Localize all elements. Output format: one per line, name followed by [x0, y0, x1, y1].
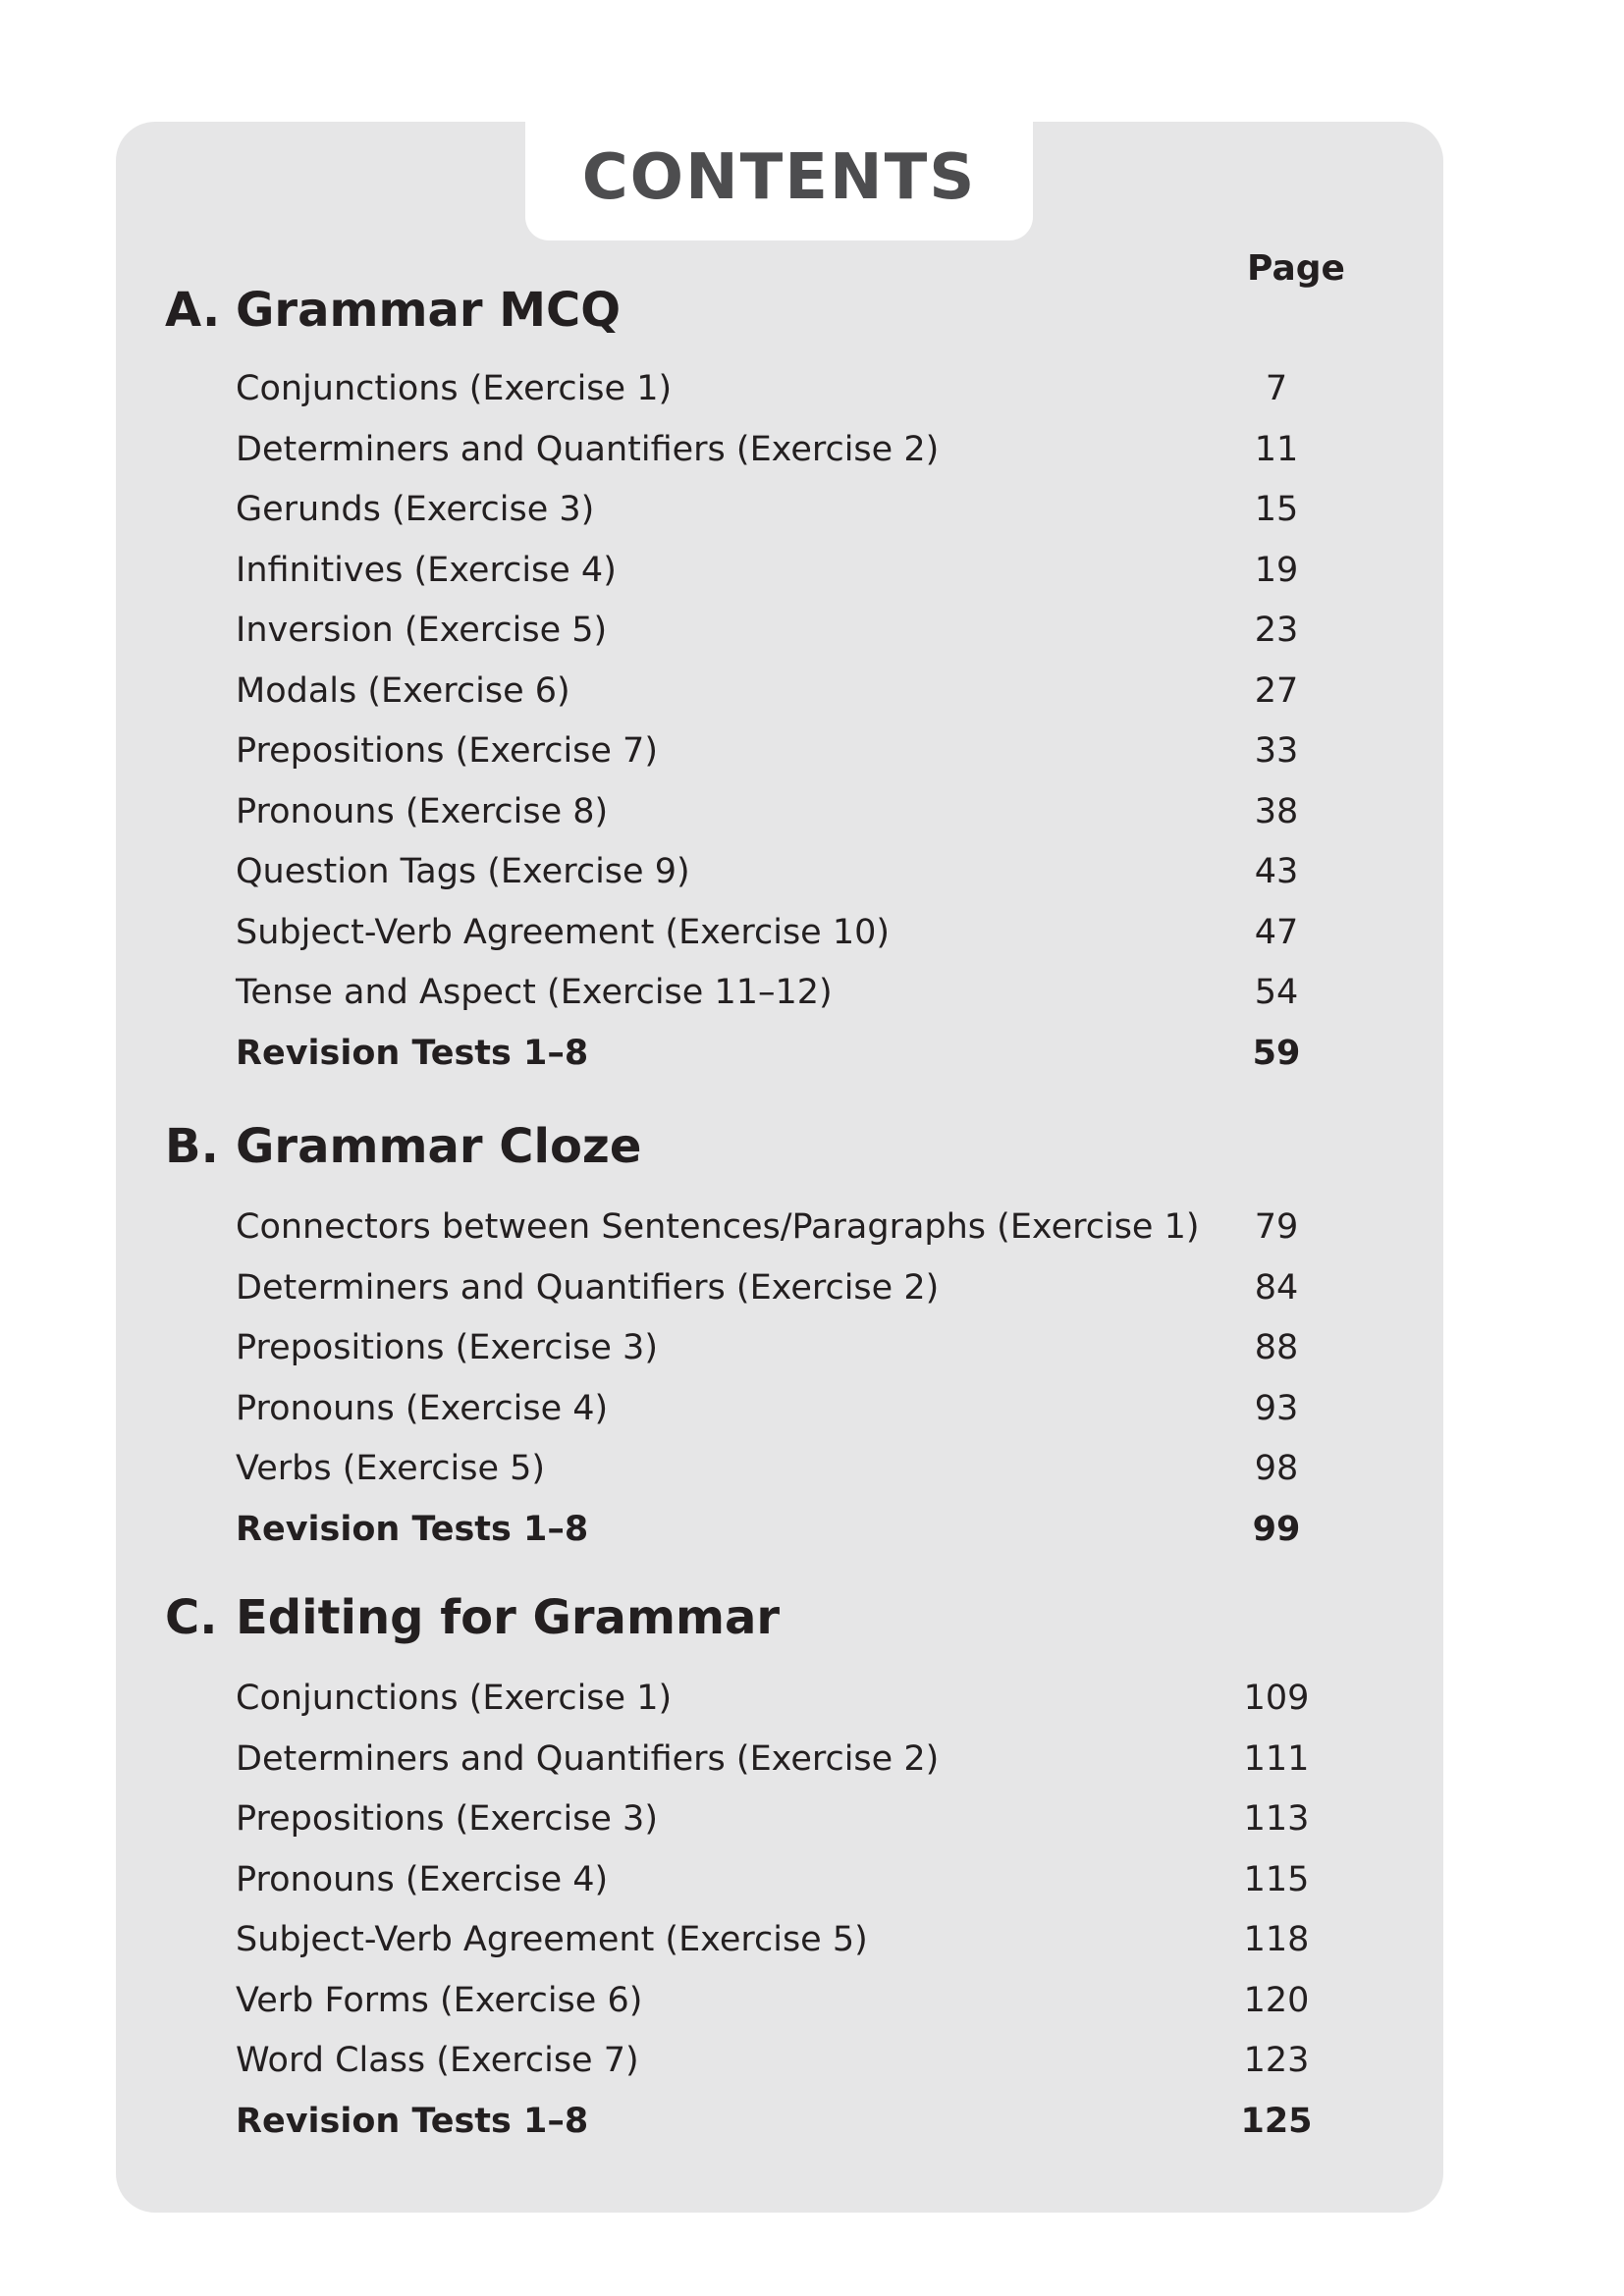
toc-entry — [236, 1675, 1384, 1722]
toc-entry-label: Subject-Verb Agreement (Exercise 5) — [236, 1920, 868, 1959]
toc-entry-label: Question Tags (Exercise 9) — [236, 852, 690, 891]
section-title: Grammar MCQ — [236, 283, 622, 338]
toc-entry-label: Subject-Verb Agreement (Exercise 10) — [236, 913, 891, 952]
toc-entry-label: Conjunctions (Exercise 1) — [236, 1679, 673, 1718]
toc-entry-page-number: 98 — [1254, 1449, 1299, 1488]
toc-entry-label: Determiners and Quantifiers (Exercise 2) — [236, 430, 940, 469]
toc-entry — [236, 667, 1384, 715]
toc-entry-page-number: 109 — [1243, 1679, 1310, 1718]
toc-entry-page-number: 23 — [1254, 611, 1299, 650]
toc-entry-page-number: 54 — [1254, 973, 1299, 1012]
section-letter: C. — [165, 1590, 218, 1645]
page-column-heading: Page — [1247, 248, 1345, 289]
toc-entry-page-number: 123 — [1243, 2041, 1310, 2080]
toc-entry-label: Revision Tests 1–8 — [236, 2102, 589, 2141]
toc-entry-page-number: 120 — [1243, 1981, 1310, 2020]
toc-entry-page-number: 27 — [1254, 671, 1299, 711]
toc-entry-label: Tense and Aspect (Exercise 11–12) — [236, 973, 833, 1012]
toc-entry — [236, 365, 1384, 412]
toc-entry-page-number: 79 — [1254, 1207, 1299, 1247]
toc-entry — [236, 909, 1384, 956]
toc-entry — [236, 2098, 1384, 2145]
toc-entry-page-number: 7 — [1265, 369, 1288, 408]
toc-entry — [236, 1506, 1384, 1553]
toc-entry-page-number: 125 — [1240, 2102, 1313, 2141]
toc-entry-label: Modals (Exercise 6) — [236, 671, 570, 711]
toc-entry-label: Revision Tests 1–8 — [236, 1510, 589, 1549]
title-tab — [525, 122, 1033, 240]
toc-entry — [236, 547, 1384, 594]
toc-entry-label: Determiners and Quantifiers (Exercise 2) — [236, 1268, 940, 1308]
toc-entry-label: Word Class (Exercise 7) — [236, 2041, 639, 2080]
toc-entry-page-number: 59 — [1252, 1034, 1301, 1073]
toc-entry-page-number: 15 — [1254, 490, 1299, 529]
page-title: CONTENTS — [581, 140, 977, 214]
toc-entry-label: Conjunctions (Exercise 1) — [236, 369, 673, 408]
toc-entry — [236, 607, 1384, 654]
toc-entry-label: Pronouns (Exercise 4) — [236, 1860, 609, 1899]
toc-entry — [236, 1385, 1384, 1432]
toc-entry-page-number: 99 — [1252, 1510, 1301, 1549]
toc-entry — [236, 2037, 1384, 2084]
toc-entry — [236, 1856, 1384, 1903]
toc-entry-page-number: 11 — [1254, 430, 1299, 469]
toc-entry-label: Connectors between Sentences/Paragraphs (Exercise 1) — [236, 1207, 1200, 1247]
toc-entry — [236, 1324, 1384, 1371]
toc-entry-label: Inversion (Exercise 5) — [236, 611, 608, 650]
toc-entry-label: Revision Tests 1–8 — [236, 1034, 589, 1073]
toc-entry — [236, 727, 1384, 774]
toc-entry-page-number: 88 — [1254, 1328, 1299, 1367]
toc-entry-page-number: 118 — [1243, 1920, 1310, 1959]
toc-entry-label: Gerunds (Exercise 3) — [236, 490, 595, 529]
toc-entry-label: Prepositions (Exercise 3) — [236, 1799, 658, 1839]
toc-entry — [236, 1735, 1384, 1783]
toc-entry — [236, 1916, 1384, 1963]
toc-entry-page-number: 115 — [1243, 1860, 1310, 1899]
section-title: Editing for Grammar — [236, 1590, 781, 1645]
section-letter: B. — [165, 1119, 219, 1174]
section-letter: A. — [165, 283, 221, 338]
toc-entry — [236, 1795, 1384, 1842]
toc-entry-page-number: 43 — [1254, 852, 1299, 891]
toc-entry-label: Prepositions (Exercise 7) — [236, 731, 658, 771]
section-title: Grammar Cloze — [236, 1119, 642, 1174]
toc-entry — [236, 426, 1384, 473]
toc-entry-page-number: 113 — [1243, 1799, 1310, 1839]
toc-entry — [236, 1203, 1384, 1251]
toc-entry — [236, 1264, 1384, 1311]
toc-entry-label: Pronouns (Exercise 4) — [236, 1389, 609, 1428]
toc-entry — [236, 848, 1384, 895]
toc-entry-page-number: 47 — [1254, 913, 1299, 952]
toc-entry — [236, 486, 1384, 533]
toc-entry-label: Verbs (Exercise 5) — [236, 1449, 546, 1488]
toc-entry-page-number: 93 — [1254, 1389, 1299, 1428]
toc-entry-label: Verb Forms (Exercise 6) — [236, 1981, 643, 2020]
toc-entry-label: Prepositions (Exercise 3) — [236, 1328, 658, 1367]
toc-entry-page-number: 19 — [1254, 551, 1299, 590]
toc-entry-page-number: 84 — [1254, 1268, 1299, 1308]
toc-entry-page-number: 38 — [1254, 792, 1299, 831]
toc-entry-label: Pronouns (Exercise 8) — [236, 792, 609, 831]
toc-entry — [236, 1445, 1384, 1492]
toc-entry — [236, 1030, 1384, 1077]
toc-entry — [236, 969, 1384, 1016]
toc-entry-label: Infinitives (Exercise 4) — [236, 551, 617, 590]
toc-entry — [236, 788, 1384, 835]
toc-entry-label: Determiners and Quantifiers (Exercise 2) — [236, 1739, 940, 1779]
toc-entry — [236, 1977, 1384, 2024]
toc-entry-page-number: 111 — [1243, 1739, 1310, 1779]
toc-entry-page-number: 33 — [1254, 731, 1299, 771]
